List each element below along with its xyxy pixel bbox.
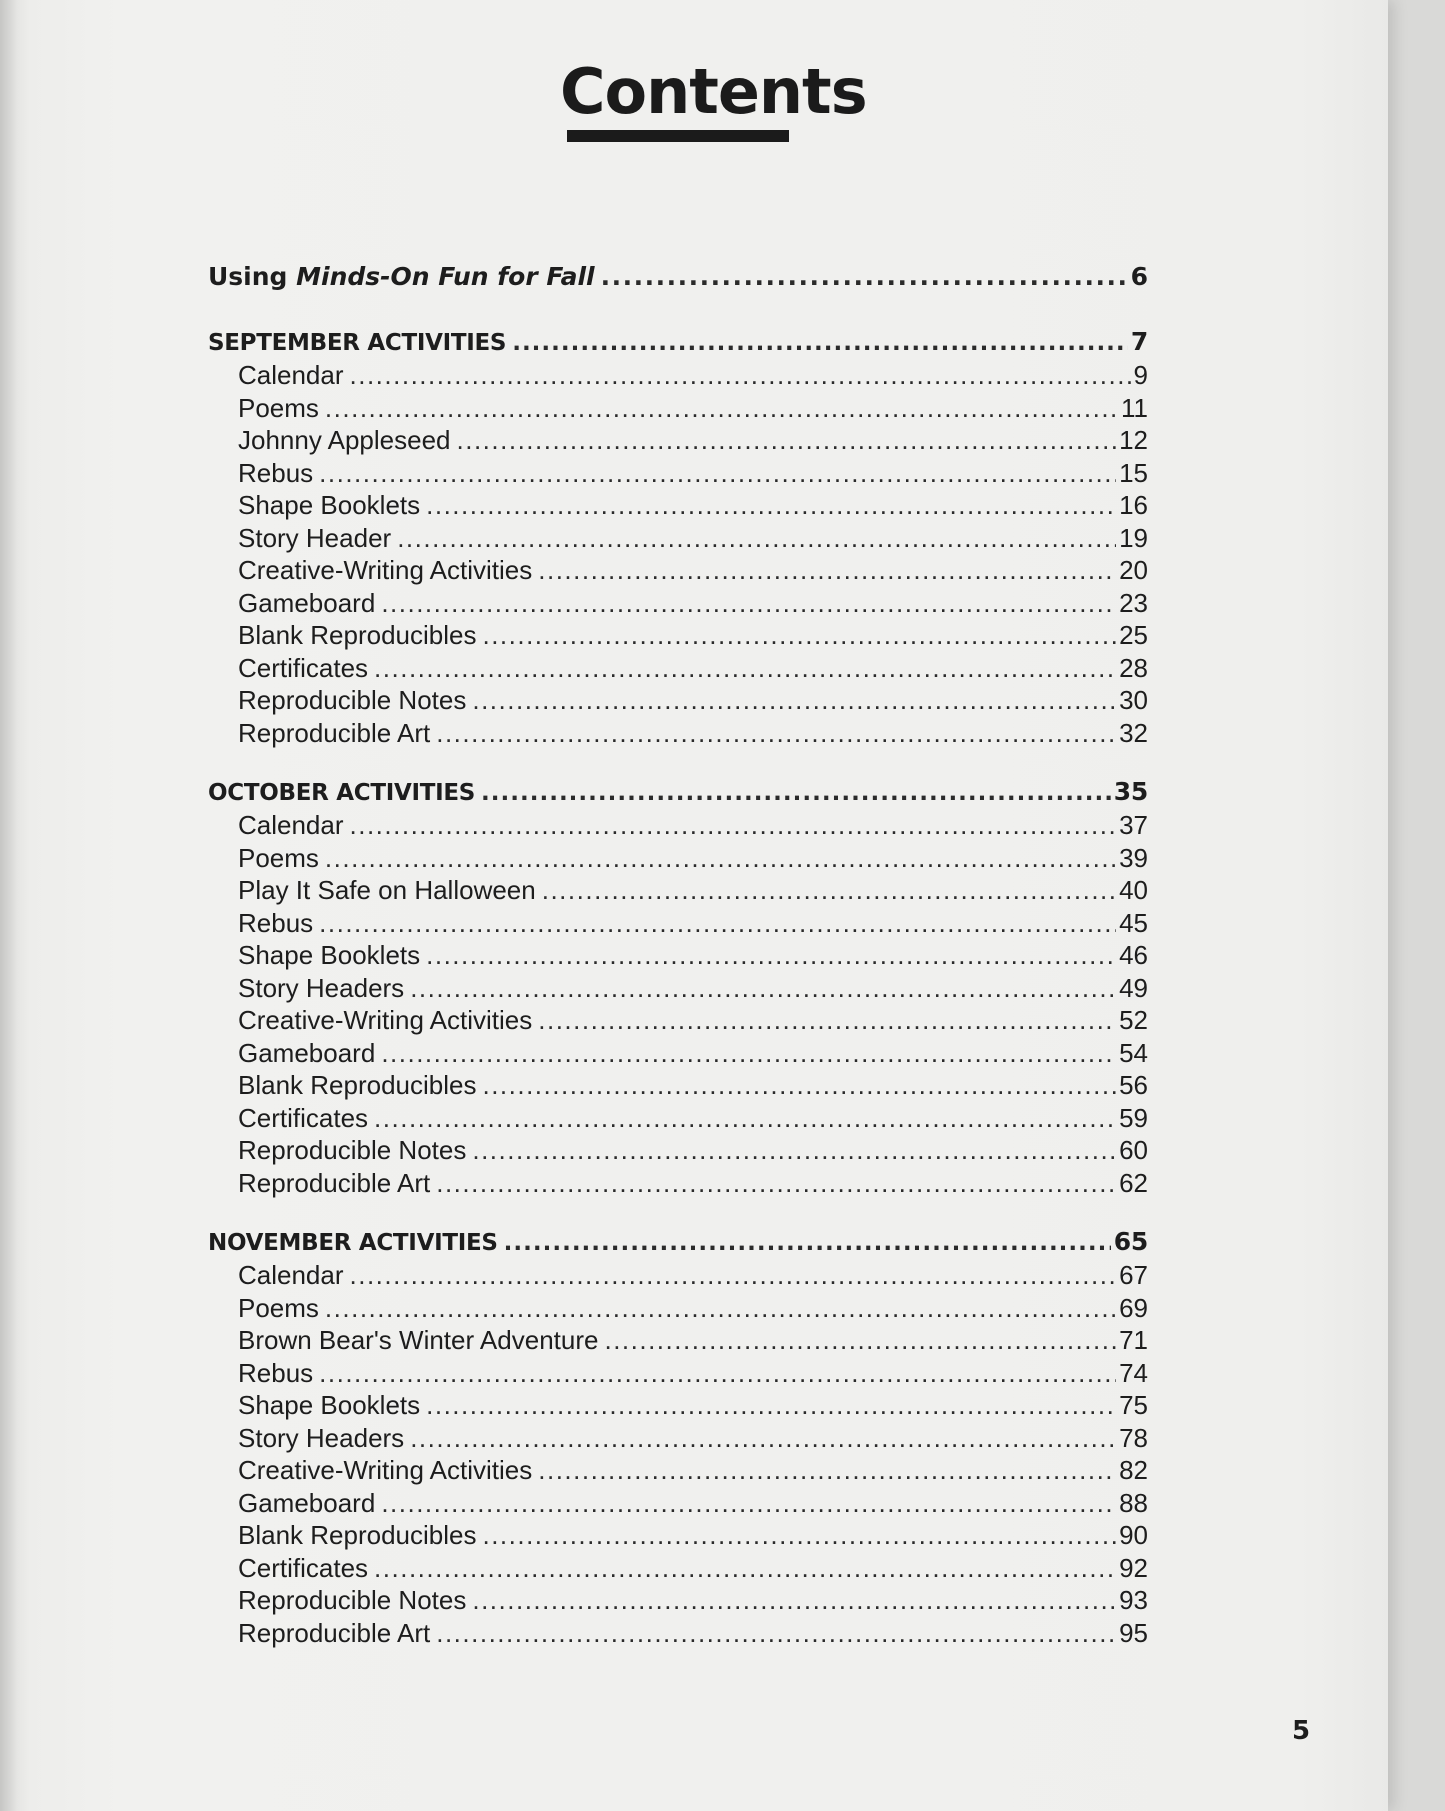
toc-section-october[interactable] <box>208 777 1148 810</box>
toc-entry-label: Certificates <box>238 652 369 683</box>
toc-entry[interactable] <box>208 620 1148 653</box>
toc-entry-label: Calendar <box>238 360 344 390</box>
dot-leader <box>457 425 1117 456</box>
toc-entry-page: 75 <box>1119 1390 1148 1420</box>
toc-entry-page: 40 <box>1119 875 1148 905</box>
toc-entry-label: Calendar <box>238 1260 344 1290</box>
dot-leader <box>325 843 1116 874</box>
toc-section-november[interactable] <box>208 1227 1148 1260</box>
dot-leader <box>482 1520 1116 1551</box>
toc-entry-label: Johnny Appleseed <box>238 425 451 455</box>
dot-leader <box>319 1358 1116 1389</box>
dot-leader <box>426 940 1116 971</box>
toc-entry-label: Shape Booklets <box>238 940 421 970</box>
toc-entry-page: 20 <box>1119 555 1148 585</box>
dot-leader <box>482 620 1116 651</box>
dot-leader <box>350 1260 1117 1291</box>
dot-leader <box>397 523 1116 554</box>
page-number: 5 <box>1292 1716 1311 1746</box>
dot-leader <box>472 1585 1116 1616</box>
toc-entry[interactable] <box>208 360 1148 393</box>
toc-entry-label: Creative-Writing Activities <box>238 1455 533 1485</box>
dot-leader <box>319 908 1116 939</box>
toc-entry[interactable] <box>208 1005 1148 1038</box>
toc-entry-page: 37 <box>1119 810 1148 840</box>
toc-entry[interactable] <box>208 523 1148 556</box>
toc-intro-page: 6 <box>1130 262 1148 291</box>
toc-entry-label: Reproducible Art <box>238 717 431 748</box>
toc-entry-label: Play It Safe on Halloween <box>238 875 536 905</box>
toc-entry-label: Blank Reproducibles <box>238 620 477 650</box>
toc-entry-page: 32 <box>1119 717 1148 748</box>
toc-entry-label: Calendar <box>238 810 344 840</box>
toc-entry-label: Certificates <box>238 1102 369 1133</box>
section-title: SEPTEMBER ACTIVITIES <box>208 330 507 356</box>
dot-leader <box>601 262 1128 291</box>
toc-entry[interactable] <box>208 718 1148 751</box>
dot-leader <box>381 1488 1116 1519</box>
title-block <box>560 55 867 142</box>
dot-leader <box>542 875 1116 906</box>
toc-entry[interactable] <box>208 1325 1148 1358</box>
toc-entry-page: 88 <box>1119 1487 1148 1518</box>
section-page: 35 <box>1113 777 1148 806</box>
toc-entry-label: Poems <box>238 842 319 873</box>
dot-leader <box>410 1423 1116 1454</box>
toc-entry[interactable] <box>208 393 1148 426</box>
toc-entry[interactable] <box>208 1488 1148 1521</box>
toc-entry-page: 23 <box>1119 587 1148 618</box>
toc-entry-label: Certificates <box>238 1552 369 1583</box>
toc-entry[interactable] <box>208 973 1148 1006</box>
toc-entry-page: 92 <box>1119 1552 1148 1583</box>
toc-entry-page: 30 <box>1119 685 1148 715</box>
dot-leader <box>538 555 1116 586</box>
toc-entry[interactable] <box>208 1358 1148 1391</box>
dot-leader <box>481 780 1111 806</box>
toc-entry-page: 28 <box>1119 652 1148 683</box>
toc-entry-page: 95 <box>1119 1617 1148 1648</box>
dot-leader <box>472 1135 1116 1166</box>
dot-leader <box>504 1230 1111 1256</box>
toc-entry-label: Rebus <box>238 1357 314 1388</box>
dot-leader <box>538 1005 1116 1036</box>
title-underline-bar <box>567 130 789 142</box>
toc-entry-page: 49 <box>1119 972 1148 1003</box>
toc-entry-page: 69 <box>1119 1292 1148 1323</box>
toc-entry-label: Story Headers <box>238 1422 405 1453</box>
toc-entry-label: Brown Bear's Winter Adventure <box>238 1325 599 1355</box>
toc-entry-page: 46 <box>1119 940 1148 970</box>
dot-leader <box>512 330 1128 356</box>
toc-entry-label: Shape Booklets <box>238 490 421 520</box>
toc-entry-page: 59 <box>1119 1102 1148 1133</box>
dot-leader <box>325 393 1118 424</box>
spine-shadow <box>0 0 18 1811</box>
table-of-contents <box>208 262 1148 1650</box>
dot-leader <box>319 458 1116 489</box>
dot-leader <box>482 1070 1116 1101</box>
toc-entry[interactable] <box>208 425 1148 458</box>
toc-entry[interactable] <box>208 810 1148 843</box>
toc-entry-page: 39 <box>1119 842 1148 873</box>
toc-entry-label: Rebus <box>238 907 314 938</box>
toc-entry-label: Rebus <box>238 457 314 488</box>
toc-entry-label: Gameboard <box>238 587 376 618</box>
toc-entry-page: 16 <box>1119 490 1148 520</box>
dot-leader <box>426 1390 1116 1421</box>
page-title: Contents <box>560 55 867 128</box>
toc-entry[interactable] <box>208 685 1148 718</box>
toc-entry-page: 90 <box>1119 1520 1148 1550</box>
section-title: NOVEMBER ACTIVITIES <box>208 1230 498 1256</box>
toc-intro-entry[interactable] <box>208 262 1148 298</box>
section-page: 7 <box>1130 327 1148 356</box>
toc-entry-page: 67 <box>1119 1260 1148 1290</box>
dot-leader <box>436 1618 1116 1649</box>
toc-entry-page: 19 <box>1119 522 1148 553</box>
toc-entry[interactable] <box>208 843 1148 876</box>
toc-entry[interactable] <box>208 1260 1148 1293</box>
toc-intro-label: Using Minds-On Fun for Fall <box>208 262 595 291</box>
dot-leader <box>374 1553 1116 1584</box>
toc-entry-label: Story Header <box>238 522 392 553</box>
toc-entry-page: 60 <box>1119 1135 1148 1165</box>
toc-entry-label: Creative-Writing Activities <box>238 555 533 585</box>
toc-entry-label: Reproducible Art <box>238 1617 431 1648</box>
toc-entry-label: Reproducible Art <box>238 1167 431 1198</box>
toc-entry-label: Gameboard <box>238 1037 376 1068</box>
toc-entry[interactable] <box>208 1553 1148 1586</box>
toc-entry[interactable] <box>208 1390 1148 1423</box>
toc-entry-label: Poems <box>238 1292 319 1323</box>
toc-entry-page: 56 <box>1119 1070 1148 1100</box>
toc-entry-label: Poems <box>238 392 319 423</box>
toc-entry-page: 82 <box>1119 1455 1148 1485</box>
toc-entry-page: 45 <box>1119 907 1148 938</box>
toc-entry-label: Blank Reproducibles <box>238 1070 477 1100</box>
section-title: OCTOBER ACTIVITIES <box>208 780 476 806</box>
toc-entry-label: Reproducible Notes <box>238 685 467 715</box>
toc-entry-page: 78 <box>1119 1422 1148 1453</box>
toc-entry-page: 54 <box>1119 1037 1148 1068</box>
toc-entry[interactable] <box>208 588 1148 621</box>
dot-leader <box>374 1103 1116 1134</box>
dot-leader <box>381 1038 1116 1069</box>
dot-leader <box>436 1168 1116 1199</box>
dot-leader <box>374 653 1116 684</box>
toc-entry[interactable] <box>208 875 1148 908</box>
toc-entry-page: 71 <box>1119 1325 1148 1355</box>
toc-section-september[interactable] <box>208 327 1148 360</box>
dot-leader <box>325 1293 1116 1324</box>
toc-entry[interactable] <box>208 1520 1148 1553</box>
toc-entry-page: 9 <box>1133 360 1148 390</box>
dot-leader <box>350 360 1131 391</box>
dot-leader <box>350 810 1117 841</box>
dot-leader <box>436 718 1116 749</box>
toc-entry-label: Creative-Writing Activities <box>238 1005 533 1035</box>
toc-entry[interactable] <box>208 1423 1148 1456</box>
toc-entry[interactable] <box>208 1455 1148 1488</box>
toc-entry[interactable] <box>208 458 1148 491</box>
toc-entry[interactable] <box>208 1103 1148 1136</box>
toc-entry[interactable] <box>208 908 1148 941</box>
toc-entry-page: 11 <box>1121 392 1148 423</box>
toc-entry[interactable] <box>208 940 1148 973</box>
toc-entry[interactable] <box>208 1135 1148 1168</box>
toc-entry-label: Blank Reproducibles <box>238 1520 477 1550</box>
toc-entry-label: Reproducible Notes <box>238 1135 467 1165</box>
toc-entry-page: 62 <box>1119 1167 1148 1198</box>
toc-entry-page: 52 <box>1119 1005 1148 1035</box>
dot-leader <box>604 1325 1116 1356</box>
toc-entry-label: Story Headers <box>238 972 405 1003</box>
toc-entry[interactable] <box>208 1168 1148 1201</box>
dot-leader <box>472 685 1116 716</box>
toc-entry-label: Gameboard <box>238 1487 376 1518</box>
dot-leader <box>381 588 1116 619</box>
dot-leader <box>426 490 1116 521</box>
dot-leader <box>410 973 1116 1004</box>
toc-entry[interactable] <box>208 1070 1148 1103</box>
toc-entry[interactable] <box>208 1038 1148 1071</box>
section-page: 65 <box>1113 1227 1148 1256</box>
toc-entry-page: 74 <box>1119 1357 1148 1388</box>
toc-entry[interactable] <box>208 1585 1148 1618</box>
toc-entry-page: 12 <box>1119 425 1148 455</box>
toc-entry-page: 15 <box>1119 457 1148 488</box>
toc-entry[interactable] <box>208 555 1148 588</box>
dot-leader <box>538 1455 1116 1486</box>
toc-entry[interactable] <box>208 1618 1148 1651</box>
toc-entry-label: Reproducible Notes <box>238 1585 467 1615</box>
toc-entry-page: 93 <box>1119 1585 1148 1615</box>
toc-entry-label: Shape Booklets <box>238 1390 421 1420</box>
toc-entry[interactable] <box>208 490 1148 523</box>
toc-entry[interactable] <box>208 1293 1148 1326</box>
toc-entry-page: 25 <box>1119 620 1148 650</box>
toc-entry[interactable] <box>208 653 1148 686</box>
